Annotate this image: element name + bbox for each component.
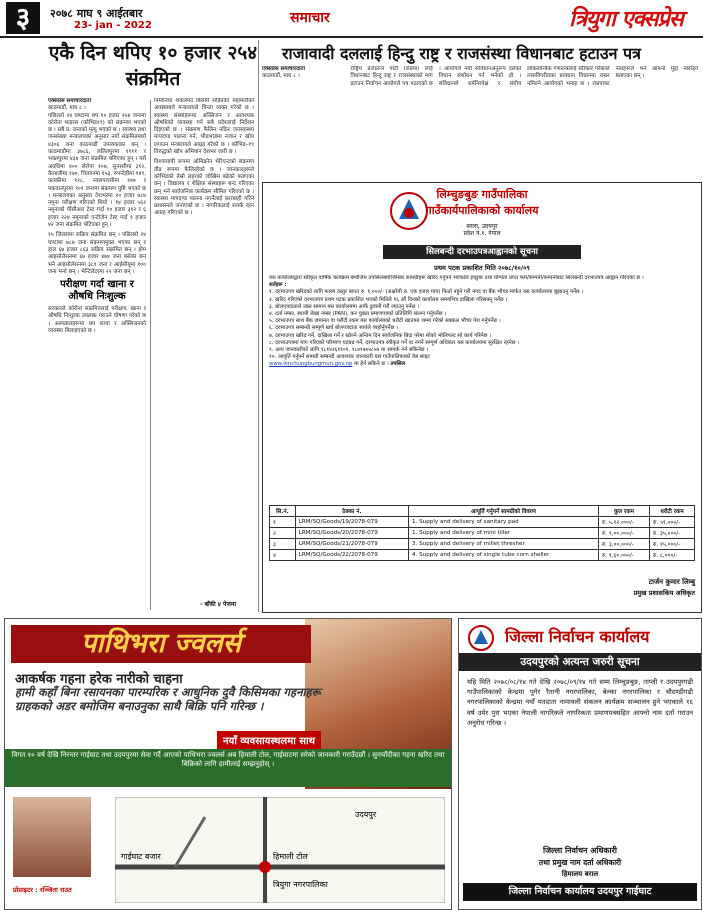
notice-term: १०. आपूर्ति गर्नुपर्ने सामग्री सम्बन्धी आवश्यक जानकारी यस गाउँपालिकाको वेब साइट <box>269 354 430 361</box>
proprietor-name: प्रोप्राइटर : रञ्जिता राउत <box>13 886 72 894</box>
table-row <box>270 550 695 561</box>
election-office-footer: जिल्ला निर्वाचन कार्यालय उदयपुर गाईघाट <box>463 883 697 901</box>
tender-notice <box>262 182 702 613</box>
masthead-logo: त्रियुगा एक्सप्रेस <box>569 7 683 32</box>
notice-intro: यस कार्यालयद्वारा स्वीकृत वार्षिक कार्यक्रम बमोजिम तपसिलबमोजिमका सामग्रीहरू खरिद गर्नुपर्ने भएकोले इच्छुक तथा योग्यता प्राप्त फर्म/कम्पनी/कम्पनीबाट सिलबन्दी दरभाउपत्र आह्वान गरिएको छ । <box>269 275 644 281</box>
nepal-emblem-icon <box>467 625 495 651</box>
notice-website-suffix: मा हेर्न सकिने छ । <box>354 361 389 368</box>
jewellery-tagline-1: आकर्षक गहना हरेक नारीको चाहना <box>15 672 183 687</box>
table-cell: 1. Supply and delivery of sanitary pad <box>409 517 599 528</box>
table-cell: रु. ५,१२,०००/- <box>598 517 649 528</box>
table-cell: रु. ३,००,०००/- <box>598 539 649 550</box>
notice-term: ४. दर्ता नम्बर, स्थायी लेखा नम्बर (PAN), कर चुक्ता प्रमाणपत्रको प्रतिलिपि संलग्न गर्नुपर्नेछ । <box>269 311 447 318</box>
table-cell: LRM/SQ/Goods/22/2078-079 <box>295 550 408 561</box>
table-row <box>270 517 695 528</box>
table-cell: LRM/SQ/Goods/20/2078-079 <box>295 528 408 539</box>
table-cell: LRM/SQ/Goods/21/2078-079 <box>295 539 408 550</box>
proprietor-photo <box>13 797 91 877</box>
covid-text-2b: विश्वव्यापी रूपमा ओमिक्रोन भेरिएन्टको संक्रमण तीव्र रूपमा फैलिरहेको छ । जानकारहरूले कोभिडको तेस्रो लहरको जोखिम बढेको बताएका छन् । विद्यालय र शैक्षिक संस्थाहरू बन्द गरिएका छन् भने सार्वजनिक कार्यक्रम सीमित गरिएको छ । स्वास्थ्य मापदण्ड पालना नगर्नेलाई कारबाही गरिने प्रशासनले जनाएको छ । नागरिकलाई सतर्क रहन आग्रह गरिएको छ । <box>154 159 254 217</box>
column-divider <box>150 100 151 610</box>
table-cell: रु. १५,०००/- <box>650 539 695 550</box>
table-cell: २ <box>270 528 296 539</box>
map-label: गाईघाट बजार <box>121 852 161 861</box>
continued-note: - बाँकी ४ पेजमा <box>200 601 237 608</box>
hindu-story-body <box>262 66 698 176</box>
notice-address-2: प्रदेश नं.१, नेपाल <box>463 230 501 237</box>
covid-text-2: निमोनिया शंकास्पद बिरामी सहितको महामारीको अवस्थाबारे मन्त्रालयले चिन्ता व्यक्त गरेको छ । स्वास्थ्य संस्थाहरूमा अक्सिजन र आवश्यक औषधिको व्यवस्था गर्न सबै प्रदेशलाई निर्देशन दिइएको छ । संक्रमण फैलिन नदिन जनस्वास्थ्य मापदण्ड पालना गर्न, भीडभाडमा नजान र खोप लगाउन मन्त्रालयले आग्रह गरेको छ । कोभिड–१९ विरुद्धको खोप अभियान देशभर जारी छ । <box>154 98 254 156</box>
date-nepali: २०७८ माघ ९ आईतबार <box>50 7 143 20</box>
notice-signer-title: प्रमुख प्रशासकिय अधिकृत <box>633 589 695 597</box>
page-number: ३ <box>6 2 40 34</box>
covid-subhead: परीक्षण गर्दा खाना र औषधि निःशुल्क <box>60 279 134 303</box>
notice-term: ५. दरभाउपत्र साथ बैंक जमानत वा धरौटी रकम यस कार्यालयको धरौटी खातामा जम्मा गरेको सक्कल भौचर पेश गर्नुपर्नेछ । <box>269 318 501 325</box>
covid-text-1c: सरकारले कोरोना संक्रमितलाई परीक्षण, खाना र औषधि निःशुल्क उपलब्ध गराउने घोषणा गरेको छ । अस्पतालहरूमा थप शय्या र अक्सिजनको व्यवस्था मिलाइएको छ । <box>48 306 146 335</box>
table-row <box>270 539 695 550</box>
table-cell: 4. Supply and delivery of single tube corn sheller <box>409 550 599 561</box>
notice-term: ९. अन्य जानकारीको लागि ९८१४२६११०१, ९८४१७०४८५७ मा सम्पर्क गर्न सकिनेछ । <box>269 347 429 354</box>
notice-terms-label: शर्तहरू : <box>269 282 287 289</box>
notice-term: ३. बोलपत्रदाताले उक्त सामान यस कार्यालयमा आफैं ढुवानी गरी ल्याउनु पर्नेछ । <box>269 303 419 310</box>
hindu-dateline: काठमाडौं, माघ ८ । <box>262 73 300 80</box>
map-label: उदयपुर <box>355 810 377 819</box>
covid-column-1 <box>48 98 146 654</box>
map-label: त्रियुगा नगरपालिका <box>273 880 328 889</box>
hindu-byline: एक्सप्रेस समाचारदाता <box>262 66 305 72</box>
notice-term: २. खरिद गरिएको दरभाउपत्र प्रथम पटक प्रकाशित भएको मितिले १६ औं दिनको कार्यालय समयभित्र दाखिला गरिसक्नु पर्नेछ । <box>269 296 508 303</box>
table-cell: LRM/SQ/Goods/19/2078-079 <box>295 517 408 528</box>
election-notice-subtitle: उदयपुरको अत्यन्त जरुरी सूचना <box>459 653 701 671</box>
new-address-badge: नयाँ व्यवसायस्थलमा साथ <box>217 731 321 749</box>
election-office-title: जिल्ला निर्वाचन कार्यालय <box>505 627 650 646</box>
covid-text-1: पछिल्लो २४ घण्टामा थप १० हजार २५४ जनामा कोरोना भाइरस (कोभिड१९) को संक्रमण भएको छ । सबै प्र. जनाको मृत्यु भएको छ । स्वास्थ्य तथा जनसंख्या मन्त्रालयका अनुसार नयाँ संक्रमितमध्ये ४३०६ जना काठमाडौं उपत्यकाका छन् । काठमाडौंमा ३७८६, ललितपुरमा ११११ र भक्तपुरमा ४३४ जना संक्रमित थपिएका हुन् । यसै अवधिमा ४०० सेरोपा १०७, सुनसरीमा ३१२, कैलालीमा १७०, चितवनमा १५३, रुपन्देहीमा १४९, कास्कीमा १२८, नवलपरासीमा १४७ र मकवानपुरमा ९०१ जनामा संक्रमण पुष्टि भएको छ । मन्त्रालयका अनुसार देशभरमा २० हजार ७८७ नमूना परीक्षण गरिएको थियो । १४ हजार ५६२ नमूनाको पीसीआर टेस्ट गर्दा १० हजार ३१२ र ६ हजार २२४ नमूनाको एन्टीजेन टेस्ट गर्दा १ हजार ४२ जना संक्रमित भेटिएका हुन् । <box>48 112 146 229</box>
notice-address <box>263 223 701 237</box>
table-cell: ३ <box>270 539 296 550</box>
notice-term: ८. दरभाउपत्रमा माग गरिएको परिमाण घटबढ गर्ने, दरभाउपत्र स्वीकृत गर्ने वा नगर्ने सम्पूर्ण अधिकार यस कार्यालयमा सुरक्षित रहनेछ । <box>269 339 520 346</box>
table-cell: रु. ८,०००/- <box>650 550 695 561</box>
notice-body <box>269 275 695 369</box>
notice-signer-name: टार्जन कुमार लिम्बु <box>648 578 695 586</box>
table-cell: १ <box>270 517 296 528</box>
notice-pub-date: प्रथम पटक प्रकाशित मिति २०७८/१०/०९ <box>434 264 530 272</box>
jewellery-brand: पाथिभरा ज्वलर्स <box>11 625 311 663</box>
notice-table-title: तपसिल <box>390 361 406 368</box>
tender-table <box>269 505 695 561</box>
table-header: ठेक्का नं. <box>295 506 408 517</box>
covid-byline: एक्सप्रेस समाचारदाता <box>48 98 91 104</box>
table-row <box>270 528 695 539</box>
jewellery-info-bar: विगत १० वर्ष देखि निरन्तर गाईघाट तथा उदयपुरमा सेवा गर्दै आएको पाथिभरा ज्वलर्स अब हिमाली टोल, गाईघाटमा सरेको जानकारी गराउँदछौं । सुनचाँदीका गहना खरिद तथा बिक्रिको लागि हामीलाई सम्झनुहोस् । <box>5 749 451 787</box>
table-cell: ४ <box>270 550 296 561</box>
election-notice <box>458 618 702 910</box>
table-cell: रु. ९,००,०००/- <box>598 528 649 539</box>
map-label: हिमाली टोल <box>273 852 308 861</box>
table-header: धरौटी रकम <box>650 506 695 517</box>
hindu-text: राष्ट्रिय प्रजातन्त्र पार्टी (राप्रपा) लाई विधानबाट हिन्दु राष्ट्र र राजसंस्थाको माग हटाउन निर्वाचन आयोगले पत्र पठाएको छ । आयोगले नयाँ संविधानअनुरूप दलको विधान संशोधन गर्न भनेको हो । संविधानले धर्मनिरपेक्ष र संघीय लोकतान्त्रिक गणतन्त्रलाई स्वीकार गरेकाले त्यसविपरीतका प्रावधान विधानमा राख्न नमिल्ने आयोगको भनाइ छ । राप्रपाका नेताहरूले भने आफ्नो मुद्दा नछाड्ने बताएका छन् । <box>350 66 698 87</box>
hindu-headline: राजावादी दललाई हिन्दु राष्ट्र र राजसंस्था विधानबाट हटाउन पत्र <box>282 44 641 63</box>
notice-term: ६. दरभाउपत्र सम्बन्धी सम्पूर्ण खर्च बोलपत्रदाता स्वयंले व्यहोर्नुपर्नेछ । <box>269 325 398 332</box>
notice-term: १. दरभाउपत्र खरिदको लागि फारम दस्तुर बापत रु. १,०००/- (अक्षरेपी रु. एक हजार मात्र) फिर्ता नहुने गरी नगद वा बैंक भौचर मार्फत यस कार्यालयमा बुझाउनु पर्नेछ । <box>269 289 584 296</box>
covid-dateline: काठमाडौं, माघ ८ । <box>48 105 86 112</box>
election-signer-1: जिल्ला निर्वाचन अधिकारी <box>543 846 617 855</box>
jewellery-tagline-2: हामी कहाँ बिना रसायनका पारम्परिक र आधुनिक दुवै किसिमका गहनाहरू ग्राहकको अडर बमोजिम बनाउनुका साथै बिक्रि पनि गरिन्छ । <box>15 685 321 713</box>
table-cell: 1. Supply and delivery of mini tiller <box>409 528 599 539</box>
election-signer-2: तथा प्रमुख नाम दर्ता अधिकारी <box>538 858 622 867</box>
notice-title: सिलबन्दी दरभाउपत्रआह्वानको सूचना <box>383 245 581 259</box>
notice-office-name: लिम्चुङबुङ गाउँपालिका <box>436 188 528 201</box>
table-cell: 3. Supply and delivery of millet thresher <box>409 539 599 550</box>
covid-text-1b: १५ जिल्लामा सक्रिय संक्रमित छन् । पछिल्लो २४ घण्टामा ७८७ जना संक्रमणमुक्त भएका छन् र हाल ६७ हजार ८६३ सक्रिय संक्रमित छन् । होम आइसोलेसनमा ६७ हजार ४७४ जना बसेका छन् भने आइसोलेसनमा ३८९ जना र आईसीयूमा १०० जना भर्ना छन् । भेन्टिलेटरमा २२ जना छन् । <box>48 232 146 275</box>
table-cell: रु. ३५,०००/- <box>650 528 695 539</box>
covid-headline: एकै दिन थपिए १० हजार २५४ संक्रमित <box>48 42 258 90</box>
date-english: 23- jan - 2022 <box>74 20 152 31</box>
election-notice-body: यहि मिति २०७८/०८/१४ गते देखि २०७८/०९/१४ गते सम्म लिम्चुङबुङ, ताप्ली र उदयपुरगढी गाउँपालिकाको केन्द्रमा पुगेर रैतानी नगरपालिका, बेल्का नगरपालिका र चौदण्डीगढी नगरपालिकाको केन्द्रमा नयाँ मतदाता नामावली संकलन कार्यक्रम सञ्चालन हुने भएकाले १६ वर्ष उमेर पुरा भएका नेपाली नागरिकले नागरिकता प्रमाणपत्रसहित आफ्नो नाम दर्ता गराउन अनुरोध गरिन्छ । <box>467 678 693 727</box>
table-header-row <box>270 506 695 517</box>
table-header: सि.नं. <box>270 506 296 517</box>
table-cell: रु. ५१,०००/- <box>650 517 695 528</box>
table-header: कुल रकम <box>598 506 649 517</box>
notice-address-1: बरला, उदयपुर <box>466 223 498 230</box>
table-cell: रु. १,६०,०००/- <box>598 550 649 561</box>
jewellery-advertisement <box>4 618 452 910</box>
section-label: समाचार <box>290 10 330 26</box>
election-signer-name: हिमालय बराल <box>561 870 599 878</box>
notice-office-title: गाउँकार्यपालिकाको कार्यालय <box>425 204 539 217</box>
table-header: आपूर्ति गर्नुपर्ने सामग्रीको विवरण <box>409 506 599 517</box>
covid-column-2 <box>154 98 254 604</box>
notice-term: ७. दरभाउपत्र खरिद गर्ने, दाखिला गर्ने र खोल्ने अन्तिम दिन सार्वजनिक बिदा परेमा सोको भोलिपल्ट सो कार्य गरिनेछ । <box>269 332 492 339</box>
location-map <box>115 797 445 903</box>
notice-website-link[interactable]: www.limchungbungmun.gov.np <box>269 361 353 368</box>
column-divider <box>258 40 259 612</box>
